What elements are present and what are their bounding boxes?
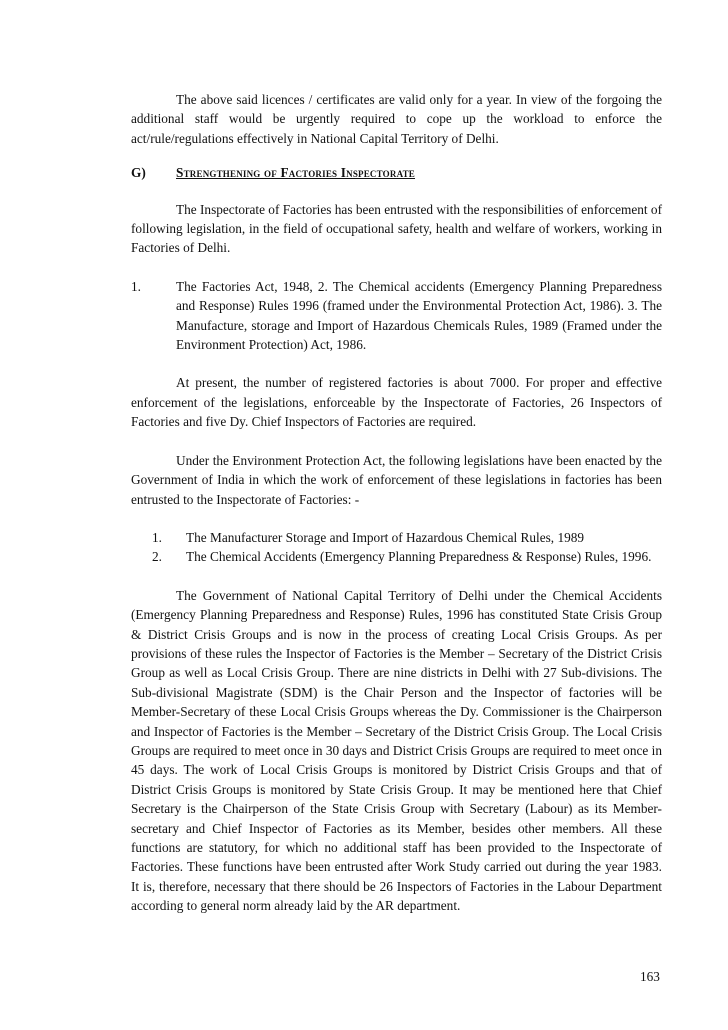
- section-title: Strengthening of Factories Inspectorate: [176, 165, 416, 181]
- government-paragraph: The Government of National Capital Territory of Delhi under the Chemical Accidents (Emergency Planning Preparedness and Response) Rules, 1996 has constituted State Crisis Group & District Crisis Groups and is now in the process of creating Local Crisis Groups. As per provisions of these rules the Inspector of Factories is the Member – Secretary of the District Crisis Group as well as Local Crisis Group. There are nine districts in Delhi with 27 Sub-divisions. The Sub-divisional Magistrate (SDM) is the Chair Person and the Inspector of factories will be Member-Secretary of these Local Crisis Groups whereas the Dy. Commissioner is the Chairperson and Inspector of Factories is the Member – Secretary of the District Crisis Group. The Local Crisis Groups are required to meet once in 30 days and District Crisis Groups are required to meet once in 45 days. The work of Local Crisis Groups is monitored by District Crisis Groups and that of District Crisis Groups is monitored by State Crisis Group. It may be mentioned here that Chief Secretary is the Chairperson of the State Crisis Group with Secretary (Labour) as its Member-secretary and Chief Inspector of Factories as its Member, besides other members. All these functions are statutory, for which no additional staff has been provided to the Inspectorate of Factories. These functions have been entrusted after Work Study carried out during the year 1983. It is, therefore, necessary that there should be 26 Inspectors of Factories in the Labour Department according to general norm already laid by the AR department.: [131, 587, 662, 914]
- section-number: G): [131, 165, 146, 181]
- list-item: [131, 528, 662, 547]
- section-heading: [131, 163, 662, 182]
- legislation-item-number: 1.: [131, 278, 141, 294]
- list-item-number: 2.: [152, 549, 162, 565]
- intro-paragraph: The above said licences / certificates are valid only for a year. In view of the forgoing the additional staff would be urgently required to cope up the workload to enforce the act/rule/regulations effectively in National Capital Territory of Delhi.: [131, 92, 662, 146]
- list-item-text: The Chemical Accidents (Emergency Planning Preparedness & Response) Rules, 1996.: [186, 549, 652, 565]
- list-item-text: The Manufacturer Storage and Import of Hazardous Chemical Rules, 1989: [186, 529, 585, 545]
- legislation-list-item: [131, 277, 662, 355]
- document-page: [131, 90, 662, 916]
- list-item-number: 1.: [152, 529, 162, 545]
- env-act-paragraph: Under the Environment Protection Act, the following legislations have been enacted by the Government of India in which the work of enforcement of these legislations in factories has been entrusted to the Inspectorate of Factories: -: [131, 452, 662, 507]
- page-number: 163: [640, 969, 660, 984]
- present-paragraph: At present, the number of registered factories is about 7000. For proper and effective enforcement of the legislations, enforceable by the Inspectorate of Factories, 26 Inspectors of Factories and five Dy. Chief Inspectors of Factories are required.: [131, 375, 662, 430]
- env-legislation-list: [131, 528, 662, 567]
- inspectorate-paragraph: The Inspectorate of Factories has been entrusted with the responsibilities of enforcement of following legislation, in the field of occupational safety, health and welfare of workers, working in Factories of Delhi.: [131, 201, 662, 256]
- list-item: [131, 547, 662, 566]
- legislation-item-text: The Factories Act, 1948, 2. The Chemical accidents (Emergency Planning Preparedness and Response) Rules 1996 (framed under the Environmental Protection Act, 1986). 3. The Manufacture, storage and Import of Hazardous Chemicals Rules, 1989 (Framed under the Environment Protection) Act, 1986.: [176, 278, 662, 353]
